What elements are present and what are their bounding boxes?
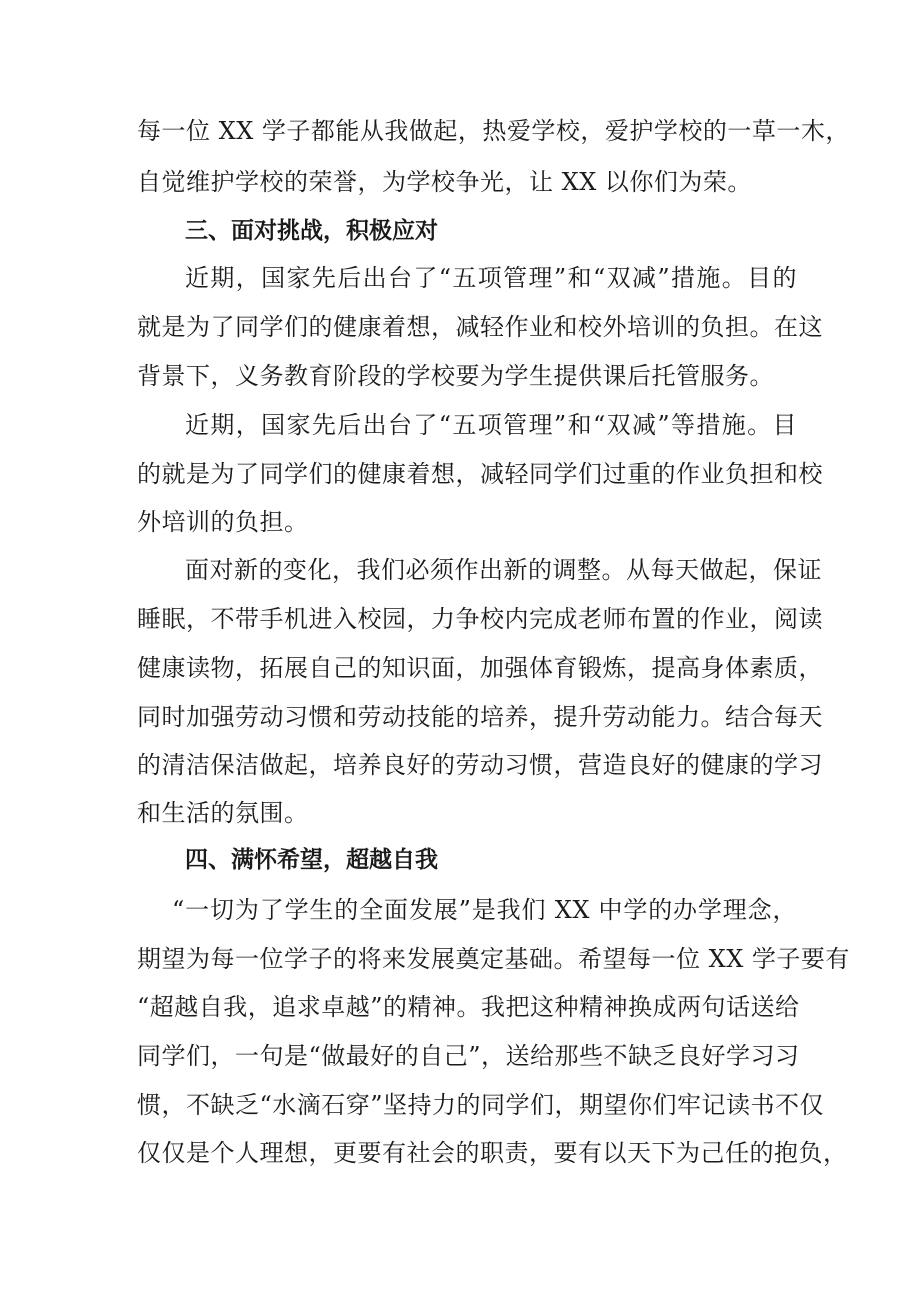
body-text-line: 惯，不缺乏“水滴石穿”坚持力的同学们，期望你们牢记读书不仅 <box>137 1091 825 1119</box>
body-text-line: 健康读物，拓展自己的知识面，加强体育锻炼，提高身体素质， <box>137 654 823 682</box>
body-text-line: 同学们，一句是“做最好的自己”，送给那些不缺乏良好学习习 <box>137 1042 800 1070</box>
body-text-line: 和生活的氛围。 <box>137 799 309 827</box>
body-text-line: “一切为了学生的全面发展”是我们 XX 中学的办学理念， <box>172 896 797 924</box>
body-text-line: 近期，国家先后出台了“五项管理”和“双减”措施。目的 <box>185 264 797 292</box>
section-heading: 四、满怀希望，超越自我 <box>185 847 438 873</box>
body-text-line: “超越自我，追求卓越”的精神。我把这种精神换成两句话送给 <box>137 993 800 1021</box>
body-text-line: 每一位 XX 学子都能从我做起，热爱学校，爱护学校的一草一木， <box>137 117 850 145</box>
body-text-line: 期望为每一位学子的将来发展奠定基础。希望每一位 XX 学子要有 <box>137 945 850 973</box>
body-text-line: 同时加强劳动习惯和劳动技能的培养，提升劳动能力。结合每天 <box>137 703 823 731</box>
body-text-line: 自觉维护学校的荣誉，为学校争光，让 XX 以你们为荣。 <box>137 168 752 196</box>
body-text-line: 仅仅是个人理想，更要有社会的职责，要有以天下为己任的抱负， <box>137 1139 848 1167</box>
body-text-line: 就是为了同学们的健康着想，减轻作业和校外培训的负担。在这 <box>137 313 823 341</box>
body-text-line: 的清洁保洁做起，培养良好的劳动习惯，营造良好的健康的学习 <box>137 751 823 779</box>
section-heading: 三、面对挑战，积极应对 <box>185 218 438 244</box>
body-text-line: 背景下，义务教育阶段的学校要为学生提供课后托管服务。 <box>137 362 774 390</box>
body-text-line: 面对新的变化，我们必须作出新的调整。从每天做起，保证 <box>185 556 822 584</box>
body-text-line: 的就是为了同学们的健康着想，减轻同学们过重的作业负担和校 <box>137 460 823 488</box>
body-text-line: 近期，国家先后出台了“五项管理”和“双减”等措施。目 <box>185 411 797 439</box>
body-text-line: 睡眠，不带手机进入校园，力争校内完成老师布置的作业，阅读 <box>137 605 823 633</box>
body-text-line: 外培训的负担。 <box>137 508 309 536</box>
